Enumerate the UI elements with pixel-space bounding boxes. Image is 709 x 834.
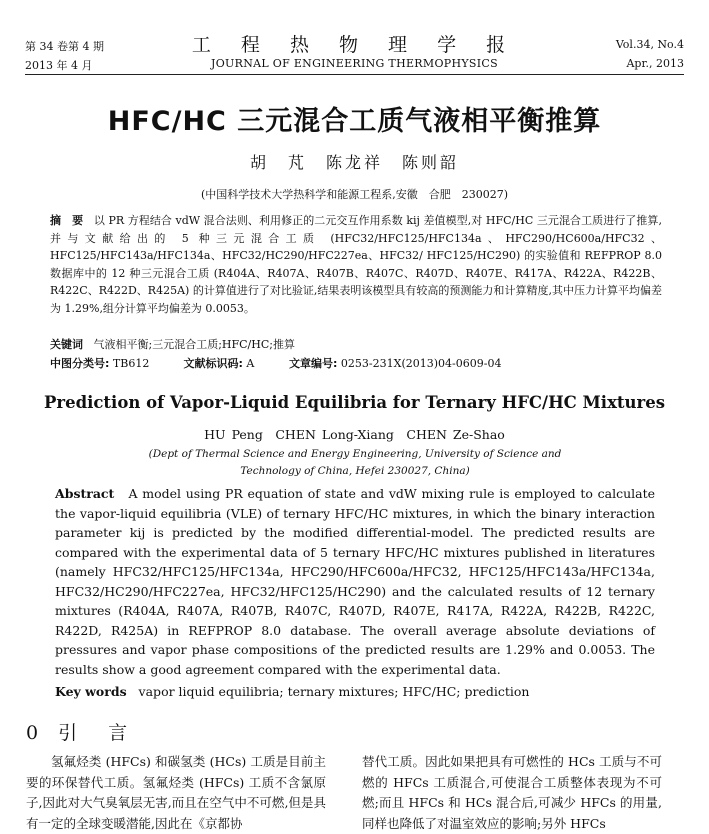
header-rule: [25, 74, 684, 75]
volume-en: Vol.34, No.4: [615, 38, 684, 51]
abstract-en-label: Abstract: [55, 486, 115, 501]
classification-line: [50, 355, 662, 371]
keywords-en: [55, 684, 655, 699]
section-number: 0: [26, 722, 45, 744]
journal-title-en: JOURNAL OF ENGINEERING THERMOPHYSICS: [211, 57, 498, 70]
affiliation-en: (Dept of Thermal Science and Energy Engineering, University of Science and Technology of China, Hefei 230027, China): [148, 448, 562, 477]
body-paragraph-left: 氢氟烃类 (HFCs) 和碳氢类 (HCs) 工质是目前主要的环保替代工质。氢氟烃类 (HFCs) 工质不含氯原子,因此对大气臭氧层无害,而且在空气中不可燃,但是具有一定的全球变暖潜能,因此在《京都协: [26, 754, 326, 831]
article-number-label: 文章编号:: [289, 357, 338, 370]
body-column-left: [26, 752, 326, 834]
doc-code-label: 文献标识码:: [183, 357, 243, 370]
journal-title-cn: 工 程 热 物 理 学 报: [191, 34, 518, 56]
keywords-en-label: Key words: [55, 684, 127, 699]
abstract-cn-label: 摘 要: [50, 214, 84, 227]
body-column-right: [362, 752, 662, 834]
date-en: Apr., 2013: [626, 57, 684, 70]
authors-en: HU Peng CHEN Long-Xiang CHEN Ze-Shao: [204, 427, 505, 442]
keywords-en-text: vapor liquid equilibria; ternary mixtures; HFC/HC; prediction: [138, 684, 530, 699]
body-paragraph-right: 替代工质。因此如果把具有可燃性的 HCs 工质与不可燃的 HFCs 工质混合,可使混合工质整体表现为不可燃;而且 HFCs 和 HCs 混合后,可减少 HFCs 的用量,同样也降低了对温室效应的影响;另外 HFCs: [362, 754, 662, 831]
abstract-en-text: A model using PR equation of state and vdW mixing rule is employed to calculate the vapor-liquid equilibria (VLE) of ternary HFC/HC mixtures, in which the binary interaction parameter kij is predicted by the modified differential-model. The predicted results are compared with the experimental data of 5 ternary HFC/HC mixtures published in literatures (namely HFC32/HFC125/HFC134a, HFC290/HFC600a/HFC32, HFC125/HFC143a/HFC134a, HFC32/HC290/HFC227ea, HFC32/HFC125/HC290) and the calculated results of 12 ternary mixtures (R404A, R407A, R407B, R407C, R407D, R407E, R417A, R422A, R422B, R422C, R422D, R425A) in REFPROP 8.0 database. The overall average absolute deviations of pressures and vapor phase compositions of the predicted results are 1.29% and 0.0053. The results show a good agreement compared with the experimental data.: [55, 486, 655, 677]
abstract-cn-text: 以 PR 方程结合 vdW 混合法则、利用修正的二元交互作用系数 kij 差值模型,对 HFC/HC 三元混合工质进行了推算,并与文献给出的 5 种三元混合工质 (HFC32/HFC125/HFC134a、HFC290/HC600a/HFC32、HFC125/HFC143a/HFC134a、HFC32/HC290/HFC227ea、HFC32/ HFC125/HC290) 的实验值和 REFPROP 8.0 数据库中的 12 种三元混合工质 (R404A、R407A、R407B、R407C、R407D、R407E、R417A、R422A、R422B、R422C、R422D、R425A) 的计算值进行了对比验证,结果表明该模型具有较高的预测能力和计算精度,其中压力计算平均偏差为 1.29%,组分计算平均偏差为 0.0053。: [50, 214, 662, 315]
keywords-cn: [50, 336, 662, 352]
paper-title-en: Prediction of Vapor-Liquid Equilibria for Ternary HFC/HC Mixtures: [43, 393, 666, 412]
authors-cn: 胡 芃 陈龙祥 陈则韶: [249, 153, 459, 172]
volume-cn: 第 34 卷第 4 期: [25, 40, 104, 53]
keywords-cn-label: 关键词: [50, 338, 83, 351]
abstract-cn: [50, 212, 662, 317]
clc-value: TB612: [112, 357, 150, 370]
section-heading: [26, 718, 133, 745]
clc-label: 中图分类号:: [50, 357, 110, 370]
doc-code-value: A: [246, 357, 255, 370]
affiliation-cn: (中国科学技术大学热科学和能源工程系,安徽 合肥 230027): [200, 188, 509, 201]
article-number-value: 0253-231X(2013)04-0609-04: [340, 357, 502, 370]
paper-title-cn: HFC/HC 三元混合工质气液相平衡推算: [107, 106, 602, 137]
journal-header: [25, 34, 684, 74]
keywords-cn-text: 气液相平衡;三元混合工质;HFC/HC;推算: [93, 338, 295, 351]
abstract-en: [55, 484, 655, 679]
date-cn: 2013 年 4 月: [25, 59, 93, 72]
section-title: 引 言: [58, 722, 134, 744]
